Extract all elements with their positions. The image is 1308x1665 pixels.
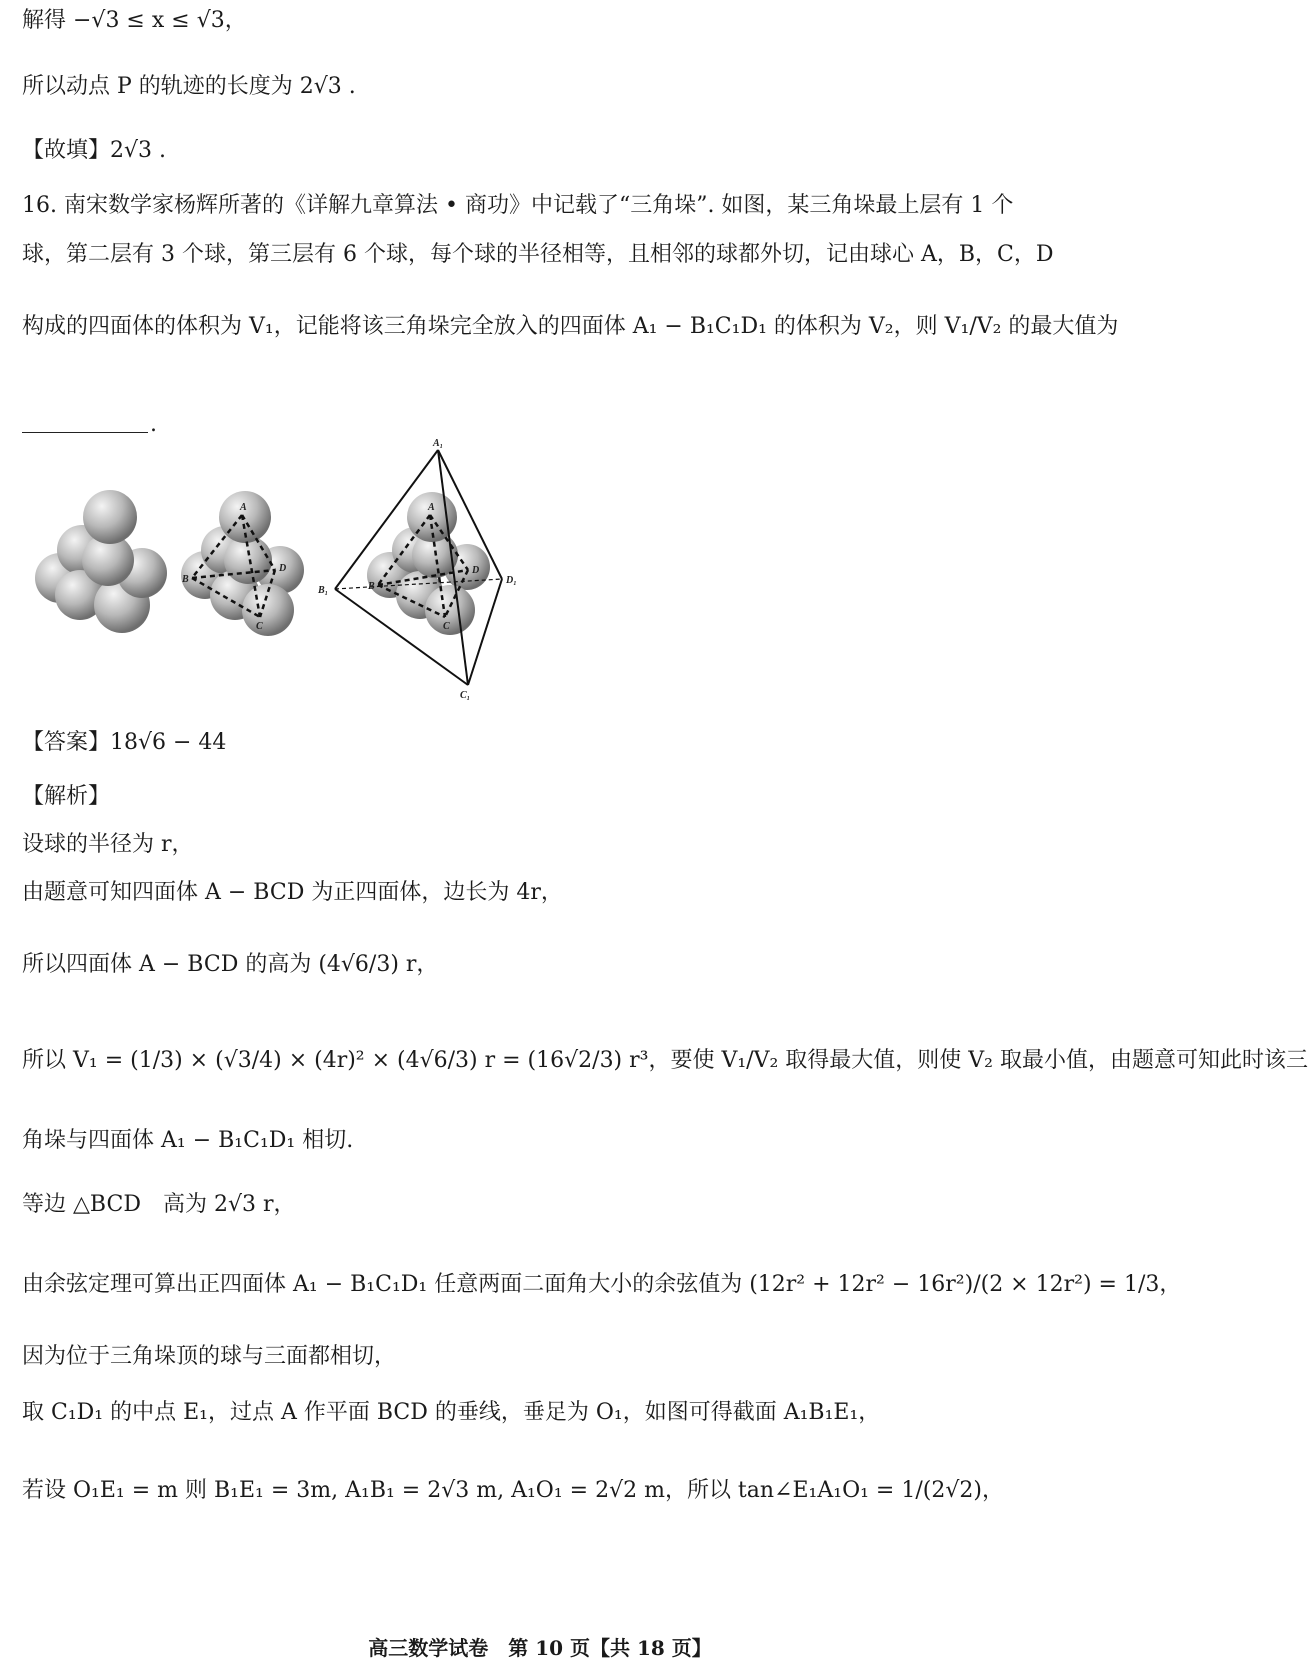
solution-line-3: 所以四面体 A − BCD 的高为 (4√6/3) r， <box>22 952 439 977</box>
label-C: C <box>443 621 450 632</box>
solution-line-9: 取 C₁D₁ 的中点 E₁，过点 A 作平面 BCD 的垂线，垂足为 O₁，如图可得截面 A₁B₁E₁， <box>22 1400 881 1425</box>
label-A1: A₁ <box>433 438 444 449</box>
answer-blank <box>22 432 148 433</box>
analysis-heading: 【解析】 <box>22 784 111 809</box>
label-A: A <box>428 502 435 513</box>
solution-line-4: 所以 V₁ = (1/3) × (√3/4) × (4r)² × (4√6/3) r = (16√2/3) r³，要使 V₁/V₂ 取得最大值，则使 V₂ 取最小值，由题意可知此时该三 <box>22 1048 1308 1073</box>
sphere-stack-figure <box>35 490 167 633</box>
label-D: D <box>279 563 287 574</box>
label-D: D <box>472 565 480 576</box>
solution-line-7: 由余弦定理可算出正四面体 A₁ − B₁C₁D₁ 任意两面二面角大小的余弦值为 (12r² + 12r² − 16r²)/(2 × 12r²) = 1/3， <box>22 1272 1182 1297</box>
question-16-line-1: 16. 南宋数学家杨辉所著的《详解九章算法 • 商功》中记载了“三角垛”. 如图，某三角垛最上层有 1 个 <box>22 193 1014 218</box>
label-D1: D₁ <box>506 575 517 586</box>
solution-line-2: 由题意可知四面体 A − BCD 为正四面体，边长为 4r， <box>22 880 563 905</box>
label-B: B <box>368 581 375 592</box>
answer-fill-line: 【故填】2√3 . <box>22 138 166 163</box>
stack-with-tetrahedron-figure <box>181 491 304 636</box>
solution-line-6: 等边 △BCD 高为 2√3 r， <box>22 1192 296 1217</box>
answer-line: 【答案】18√6 − 44 <box>22 730 227 755</box>
question-16-line-3: 构成的四面体的体积为 V₁，记能将该三角垛完全放入的四面体 A₁ − B₁C₁D₁ 的体积为 V₂，则 V₁/V₂ 的最大值为 <box>22 314 1119 339</box>
page-footer: 高三数学试卷 第 10 页【共 18 页】 <box>368 1636 712 1660</box>
label-B1: B₁ <box>318 585 329 596</box>
text-line-2: 所以动点 P 的轨迹的长度为 2√3 . <box>22 74 356 99</box>
answer-blank-period: . <box>150 412 157 437</box>
text-line-1: 解得 −√3 ≤ x ≤ √3， <box>22 8 247 33</box>
solution-line-8: 因为位于三角垛顶的球与三面都相切， <box>22 1344 397 1369</box>
outer-tetrahedron-figure <box>317 438 517 701</box>
solution-line-1: 设球的半径为 r， <box>22 832 194 857</box>
label-C1: C₁ <box>460 690 471 701</box>
label-C: C <box>256 621 263 632</box>
solution-line-5: 角垛与四面体 A₁ − B₁C₁D₁ 相切. <box>22 1128 354 1153</box>
label-A: A <box>240 502 247 513</box>
solution-line-10: 若设 O₁E₁ = m 则 B₁E₁ = 3m, A₁B₁ = 2√3 m, A₁O₁ = 2√2 m，所以 tan∠E₁A₁O₁ = 1/(2√2)， <box>22 1478 1004 1503</box>
triangle-stack-figures <box>20 438 560 730</box>
label-B: B <box>182 574 189 585</box>
question-16-line-2: 球，第二层有 3 个球，第三层有 6 个球，每个球的半径相等，且相邻的球都外切，记由球心 A，B，C，D <box>22 242 1054 267</box>
